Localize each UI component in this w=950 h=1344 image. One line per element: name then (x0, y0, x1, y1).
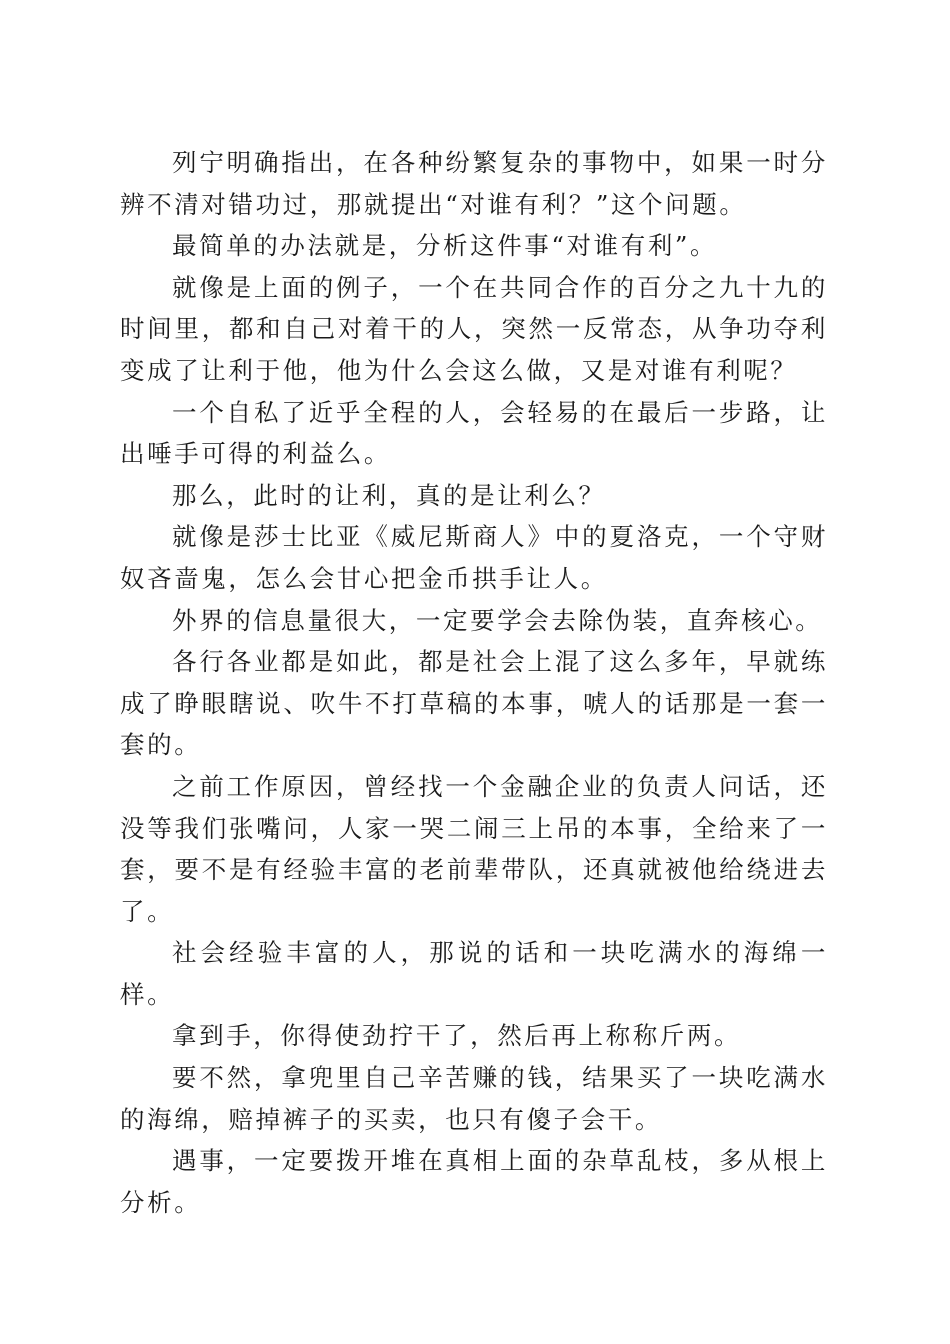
paragraph-3: 就像是上面的例子，一个在共同合作的百分之九十九的时间里，都和自己对着干的人，突然一反常态，从争功夺利变成了让利于他，他为什么会这么做，又是对谁有利呢？ (120, 272, 828, 385)
paragraph-2: 最简单的办法就是，分析这件事“对谁有利”。 (172, 231, 718, 261)
paragraph-5: 那么，此时的让利，真的是让利么？ (172, 480, 606, 510)
paragraph-7: 外界的信息量很大，一定要学会去除伪装，直奔核心。 (172, 605, 823, 635)
paragraph-6: 就像是莎士比亚《威尼斯商人》中的夏洛克，一个守财奴吝啬鬼，怎么会甘心把金币拱手让人。 (120, 522, 828, 593)
paragraph-10: 社会经验丰富的人，那说的话和一块吃满水的海绵一样。 (120, 938, 828, 1009)
paragraph-9: 之前工作原因，曾经找一个金融企业的负责人问话，还没等我们张嘴问，人家一哭二闹三上吊的本事，全给来了一套，要不是有经验丰富的老前辈带队，还真就被他给绕进去了。 (120, 771, 828, 926)
paragraph-12: 要不然，拿兜里自己辛苦赚的钱，结果买了一块吃满水的海绵，赔掉裤子的买卖，也只有傻子会干。 (120, 1063, 828, 1134)
paragraph-8: 各行各业都是如此，都是社会上混了这么多年，早就练成了睁眼瞎说、吹牛不打草稿的本事，唬人的话那是一套一套的。 (120, 647, 828, 760)
paragraph-4: 一个自私了近乎全程的人，会轻易的在最后一步路，让出唾手可得的利益么。 (120, 397, 828, 469)
paragraph-1: 列宁明确指出，在各种纷繁复杂的事物中，如果一时分辨不清对错功过，那就提出“对谁有利？”这个问题。 (120, 148, 828, 219)
document-body (120, 142, 828, 1223)
paragraph-13: 遇事，一定要拨开堆在真相上面的杂草乱枝，多从根上分析。 (120, 1146, 828, 1217)
paragraph-11: 拿到手，你得使劲拧干了，然后再上称称斤两。 (172, 1021, 742, 1051)
